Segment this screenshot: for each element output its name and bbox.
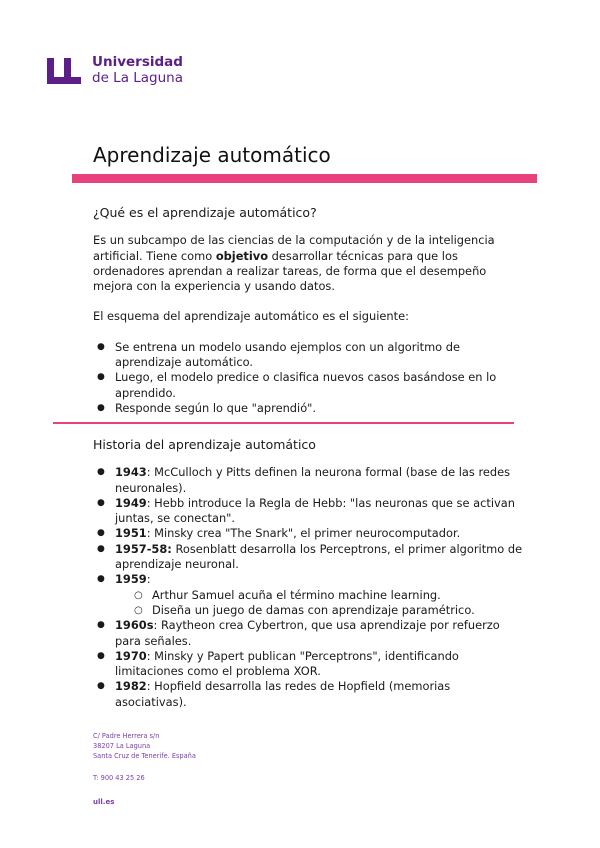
list-item: ● Responde según lo que "aprendió". <box>93 401 518 416</box>
section-history <box>93 437 523 710</box>
section1-heading: ¿Qué es el aprendizaje automático? <box>93 205 317 220</box>
list-item <box>93 572 523 587</box>
para1-text-before: Es un subcampo de las ciencias de la computación y de la inteligencia artificial. Tiene como <box>93 233 495 263</box>
ull-logo-icon <box>44 56 84 86</box>
footer-contact <box>93 732 196 808</box>
history-year: 1943 <box>115 465 147 480</box>
history-text: : McCulloch y Pitts definen la neurona formal (base de las redes neuronales). <box>115 465 511 495</box>
section2-heading: Historia del aprendizaje automático <box>93 437 316 452</box>
list-item <box>93 465 523 496</box>
sub-list-item: ○ Diseña un juego de damas con aprendizaje paramétrico. <box>93 603 523 618</box>
history-year: 1982 <box>115 679 147 694</box>
list-item <box>93 526 523 541</box>
section-divider <box>53 422 514 424</box>
history-year: 1960s <box>115 618 154 633</box>
page-title: Aprendizaje automático <box>93 143 331 167</box>
title-underline-bar <box>72 174 537 183</box>
sub-list-1959 <box>93 588 523 619</box>
section1-paragraph2: El esquema del aprendizaje automático es el siguiente: <box>93 309 409 324</box>
history-text: : Minsky y Papert publican "Perceptrons", identificando limitaciones como el problema XOR. <box>115 648 459 679</box>
history-text: : <box>146 572 151 587</box>
list-item: ● Luego, el modelo predice o clasifica nuevos casos basándose en lo aprendido. <box>93 370 518 401</box>
logo-line2: de La Laguna <box>92 69 183 86</box>
list-item <box>93 542 523 573</box>
history-text: : Hebb introduce la Regla de Hebb: "las neuronas que se activan juntas, se conectan". <box>115 495 515 526</box>
footer-website-link[interactable]: ull.es <box>93 798 115 807</box>
history-text: : Hopfield desarrolla las redes de Hopfield (memorias asociativas). <box>115 679 451 709</box>
list-item <box>93 649 523 680</box>
history-year: 1949 <box>115 495 147 510</box>
section1-paragraph1 <box>93 233 518 294</box>
list-item <box>93 679 523 710</box>
para1-bold-word: objetivo <box>215 248 269 263</box>
list-item <box>93 618 523 649</box>
para1-text-after: desarrollar técnicas para que los ordenadores aprendan a realizar tareas, de forma que el desempeño mejora con la experiencia y usando datos. <box>93 248 487 294</box>
history-year: 1970 <box>115 648 147 663</box>
history-list <box>93 465 523 710</box>
university-logo <box>44 55 183 86</box>
list-item: ● Se entrena un modelo usando ejemplos con un algoritmo de aprendizaje automático. <box>93 340 518 371</box>
history-text: Rosenblatt desarrolla los Perceptrons, el primer algoritmo de aprendizaje neuronal. <box>115 541 523 572</box>
logo-line1: Universidad <box>92 54 183 70</box>
history-text: : Minsky crea "The Snark", el primer neurocomputador. <box>146 526 461 541</box>
footer-phone: T: 900 43 25 26 <box>93 774 145 783</box>
history-text: : Raytheon crea Cybertron, que usa aprendizaje por refuerzo para señales. <box>115 618 500 648</box>
section-what-is <box>93 205 518 416</box>
history-year: 1957-58: <box>115 541 172 556</box>
sub-list-container <box>93 588 523 619</box>
list-item <box>93 496 523 527</box>
footer-address-line3: Santa Cruz de Tenerife. España <box>93 751 196 760</box>
footer-address-line1: C/ Padre Herrera s/n <box>93 732 160 740</box>
history-year: 1951 <box>115 526 147 541</box>
sub-list-item: ○ Arthur Samuel acuña el término machine learning. <box>93 588 523 603</box>
footer-address-line2: 38207 La Laguna <box>93 741 151 750</box>
history-year: 1959 <box>115 572 147 587</box>
logo-wordmark <box>92 55 183 86</box>
scheme-bullet-list <box>93 340 518 416</box>
